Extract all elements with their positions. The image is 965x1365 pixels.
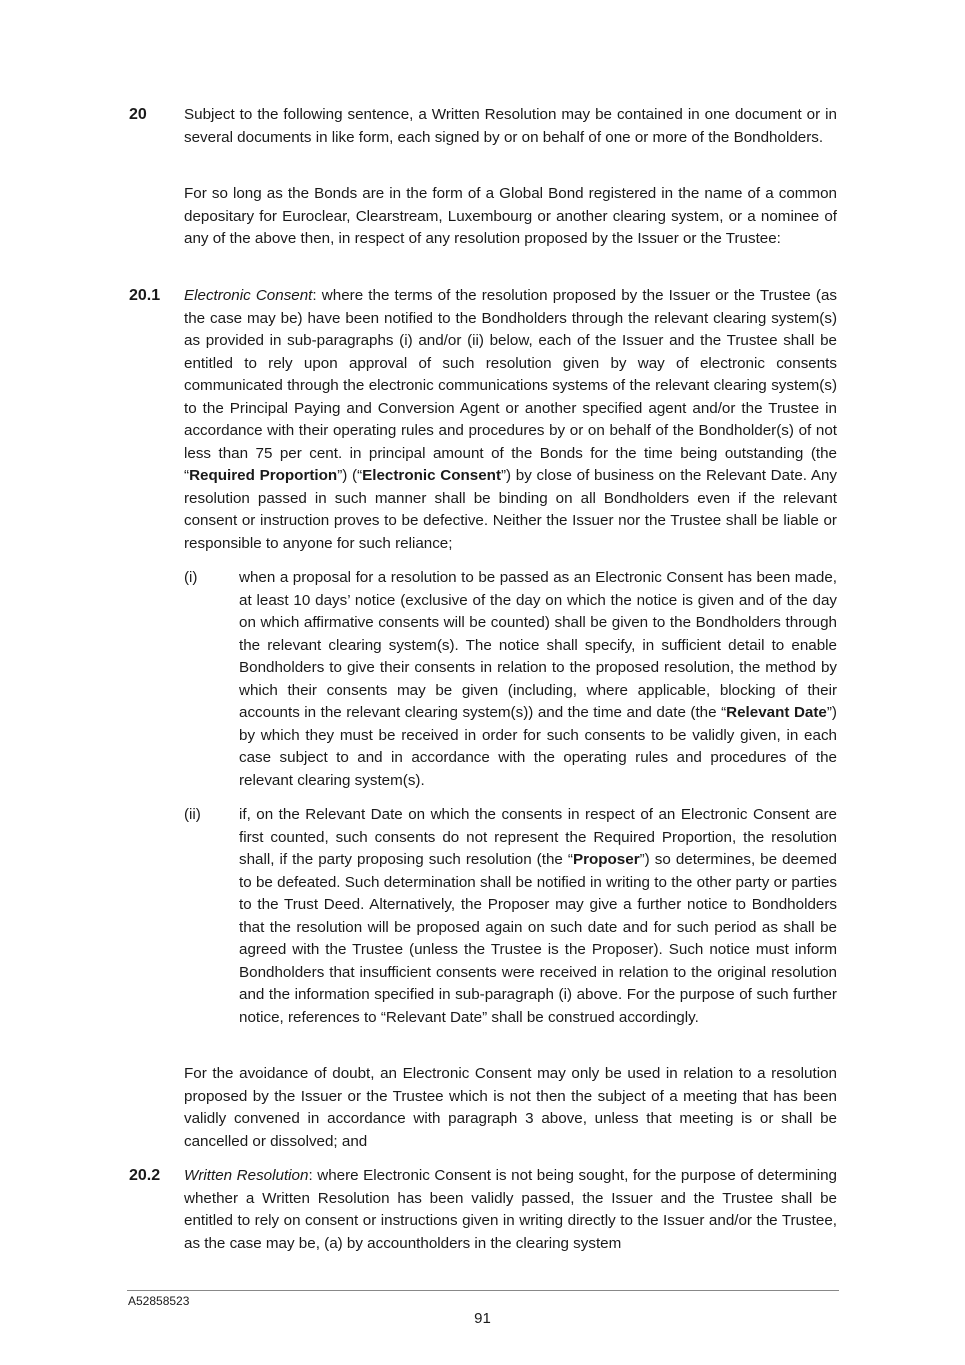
section-number: 20	[129, 106, 147, 123]
paragraph	[184, 285, 837, 555]
paragraph-text: if, on the Relevant Date on which the consents in respect of an Electronic Consent are first counted, such consents do not represent the Required Proportion, the resolution shall, if the party proposing such resolution (the “	[239, 806, 837, 868]
page-number: 91	[474, 1310, 491, 1327]
section-heading: Written Resolution	[184, 1167, 309, 1184]
paragraph	[184, 1165, 837, 1255]
paragraph-text: : where the terms of the resolution proposed by the Issuer or the Trustee (as the case may be) have been notified to the Bondholders through the relevant clearing system(s) as provided in sub-paragraphs (i) and/or (ii) below, each of the Issuer and the Trustee shall be entitled to rely upon approval of such resolution given by way of electronic consents communicated through the electronic communications systems of the relevant clearing system(s) to the Principal Paying and Conversion Agent or another specified agent and/or the Trustee in accordance with their operating rules and procedures by or on behalf of the Bondholder(s) of not less than 75 per cent. in principal amount of the Bonds for the time being outstanding (the “	[184, 287, 837, 484]
paragraph-text: : where Electronic Consent is not being sought, for the purpose of determining whether a Written Resolution has been validly passed, the Issuer and the Trustee shall be entitled to rely on consent or instructions given in writing directly to the Issuer and/or the Trustee, as the case may be, (a) by accountholders in the clearing system	[184, 1167, 837, 1252]
paragraph-text: ”) so determines, be deemed to be defeated. Such determination shall be notified in writing to the other party or parties to the Trust Deed. Alternatively, the Proposer may give a further notice to Bondholders that the resolution will be proposed again on such date and for such period as shall be agreed with the Trustee (unless the Trustee is the Proposer). Such notice must inform Bondholders that insufficient consents were received in relation to the original resolution and the information specified in sub-paragraph (i) above. For the purpose of such further notice, references to “Relevant Date” shall be construed accordingly.	[239, 851, 837, 1026]
defined-term: Proposer	[572, 851, 640, 868]
section-number: 20.2	[129, 1167, 161, 1184]
paragraph	[184, 104, 837, 149]
document-reference: A52858523	[128, 1294, 190, 1308]
subparagraph-number: (i)	[184, 569, 198, 586]
paragraph-text: ”) by which they must be received in order for such consents to be validly given, in each case subject to and in accordance with the operating rules and procedures of the relevant clearing system(s).	[239, 704, 837, 789]
subparagraph	[239, 804, 837, 1029]
paragraph-text: For the avoidance of doubt, an Electronic Consent may only be used in relation to a resolution proposed by the Issuer or the Trustee which is not then the subject of a meeting that has been validly convened in accordance with paragraph 3 above, unless that meeting is or shall be cancelled or dissolved; and	[184, 1065, 837, 1150]
footer-divider	[127, 1290, 839, 1291]
paragraph-text: Subject to the following sentence, a Written Resolution may be contained in one document or in several documents in like form, each signed by or on behalf of one or more of the Bondholders.	[184, 106, 837, 146]
section-number: 20.1	[129, 287, 161, 304]
paragraph-text: ”) (“	[337, 467, 363, 484]
paragraph	[184, 1063, 837, 1153]
paragraph-text: For so long as the Bonds are in the form of a Global Bond registered in the name of a common depositary for Euroclear, Clearstream, Luxembourg or another clearing system, or a nominee of any of the above then, in respect of any resolution proposed by the Issuer or the Trustee:	[184, 185, 837, 247]
paragraph-text: ”) by close of business on the Relevant Date. Any resolution passed in such manner shall be binding on all Bondholders even if the relevant consent or instruction proves to be defective. Neither the Issuer nor the Trustee shall be liable or responsible to anyone for such reliance;	[184, 467, 838, 552]
section-heading: Electronic Consent	[184, 287, 313, 304]
subparagraph	[239, 567, 837, 792]
subparagraph-number: (ii)	[184, 806, 201, 823]
paragraph	[184, 183, 837, 251]
defined-term: Relevant Date	[726, 704, 827, 721]
defined-term: Required Proportion	[189, 467, 338, 484]
paragraph-text: when a proposal for a resolution to be passed as an Electronic Consent has been made, at least 10 days’ notice (exclusive of the day on which the notice is given and of the day on which affirmative consents will be counted) shall be given to the Bondholders through the relevant clearing system(s). The notice shall specify, in sufficient detail to enable Bondholders to give their consents in relation to the proposed resolution, the method by which their consents may be given (including, where applicable, blocking of their accounts in the relevant clearing system(s)) and the time and date (the “	[239, 569, 837, 721]
defined-term: Electronic Consent	[362, 467, 501, 484]
